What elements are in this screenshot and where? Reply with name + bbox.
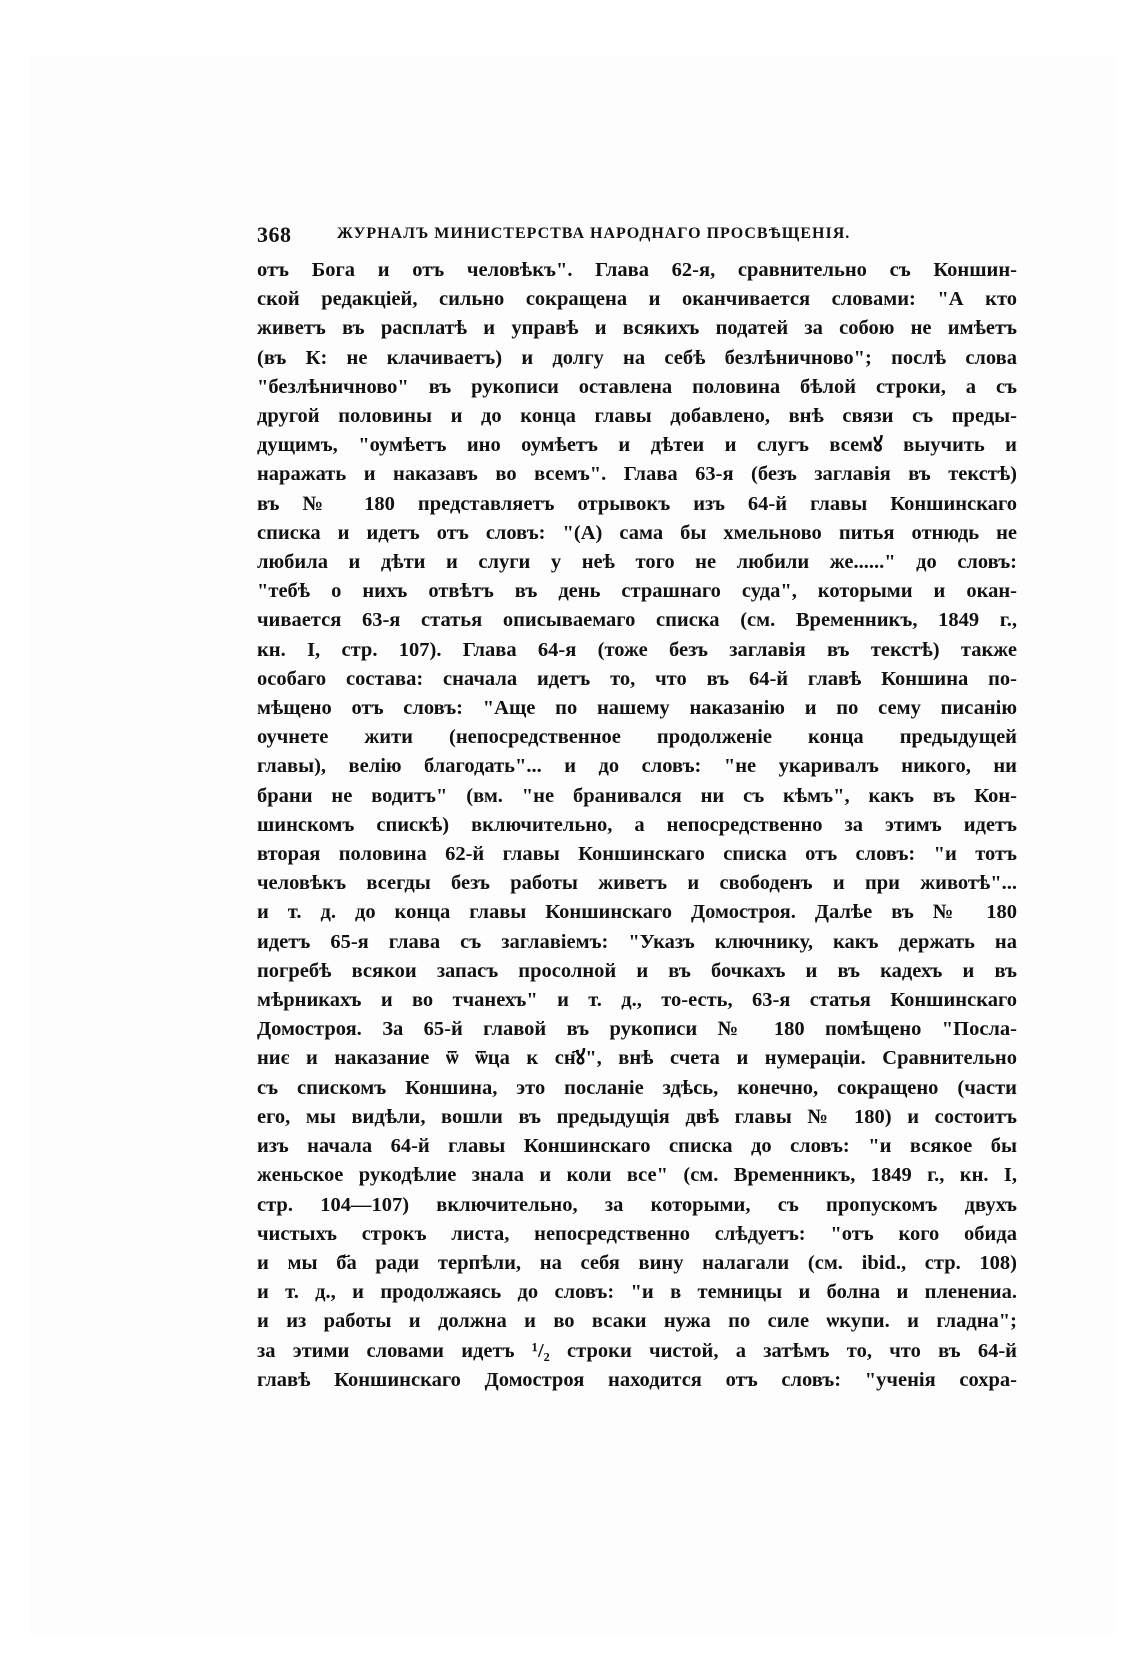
text-line: отъ Бога и отъ человѣкъ". Глава 62-я, сравнительно съ Коншин-: [257, 259, 1017, 281]
text-line: и из работы и должна и во всаки нужа по силе ѡкупи. и гладна";: [257, 1310, 1017, 1333]
text-line: "тебѣ о нихъ отвѣтъ въ день страшнаго суда", которыми и окан-: [257, 580, 1017, 603]
text-line: любила и дѣти и слуги у неѣ того не любили же......" до словъ:: [257, 551, 1017, 574]
text-line: оучнете жити (непосредственное продолженіе конца предыдущей: [257, 726, 1017, 749]
text-line: мѣрникахъ и во тчанехъ" и т. д., то-есть, 63-я статья Коншинскаго: [257, 989, 1017, 1012]
text-line: ской редакціей, сильно сокращена и оканчивается словами: "А кто: [257, 288, 1017, 311]
text-line: идетъ 65-я глава съ заглавіемъ: "Указъ ключнику, какъ держать на: [257, 930, 1017, 953]
text-line: живетъ въ расплатѣ и управѣ и всякихъ податей за собою не имѣетъ: [257, 317, 1017, 340]
text-line: и т. д., и продолжаясь до словъ: "и в темницы и болна и пленениа.: [257, 1281, 1017, 1304]
text-line: человѣкъ всегды безъ работы живетъ и свободенъ и при животѣ"...: [257, 872, 1017, 895]
text-line: мѣщено отъ словъ: "Аще по нашему наказанію и по сему писанію: [257, 697, 1017, 720]
text-line: вторая половина 62-й главы Коншинскаго списка отъ словъ: "и тотъ: [257, 843, 1017, 866]
text-line: съ спискомъ Коншина, это посланіе здѣсь, конечно, сокращено (части: [257, 1076, 1017, 1099]
body-text: [257, 256, 1017, 1395]
text-line: кн. I, стр. 107). Глава 64-я (тоже безъ заглавія въ текстѣ) также: [257, 638, 1017, 661]
text-line: "безлѣничново" въ рукописи оставлена половина бѣлой строки, а съ: [257, 375, 1017, 398]
text-line: изъ начала 64-й главы Коншинскаго списка до словъ: "и всякое бы: [257, 1135, 1017, 1158]
text-line: главѣ Коншинскаго Домостроя находится отъ словъ: "ученія сохра-: [257, 1368, 1017, 1391]
text-line: Домостроя. За 65-й главой въ рукописи № 180 помѣщено "Посла-: [257, 1018, 1017, 1041]
text-line: и т. д. до конца главы Коншинскаго Домостроя. Далѣе въ № 180: [257, 901, 1017, 924]
text-line: главы), велію благодать"... и до словъ: "не укаривалъ никого, ни: [257, 755, 1017, 778]
text-line: чивается 63-я статья описываемаго списка (см. Временникъ, 1849 г.,: [257, 609, 1017, 632]
text-line: чистыхъ строкъ листа, непосредственно слѣдуетъ: "отъ кого обида: [257, 1222, 1017, 1245]
text-line: погребѣ всякои запасъ просолной и въ бочкахъ и въ кадехъ и въ: [257, 959, 1017, 982]
text-line: особаго состава: сначала идетъ то, что въ 64-й главѣ Коншина по-: [257, 667, 1017, 690]
text-line: стр. 104—107) включительно, за которыми, съ пропускомъ двухъ: [257, 1193, 1017, 1216]
text-line: шинскомъ спискѣ) включительно, а непосредственно за этимъ идетъ: [257, 813, 1017, 836]
text-line: другой половины и до конца главы добавлено, внѣ связи съ преды-: [257, 405, 1017, 428]
text-line: его, мы видѣли, вошли въ предыдущія двѣ главы № 180) и состоитъ: [257, 1105, 1017, 1128]
text-line: въ № 180 представляетъ отрывокъ изъ 64-й главы Коншинскаго: [257, 492, 1017, 515]
text-line: брани не водитъ" (вм. "не бранивался ни съ кѣмъ", какъ въ Кон-: [257, 784, 1017, 807]
text-line: дущимъ, "оумѣетъ ино оумѣетъ и дѣтеи и слугъ всемꙋ выучить и: [257, 434, 1017, 457]
text-line: женьское рукодѣлие знала и коли все" (см. Временникъ, 1849 г., кн. I,: [257, 1164, 1017, 1187]
text-line: (въ К: не клачиваетъ) и долгу на себѣ безлѣничново"; послѣ слова: [257, 346, 1017, 369]
text-line: списка и идетъ отъ словъ: "(А) сама бы хмельново питья отнюдь не: [257, 521, 1017, 544]
text-line: за этими словами идетъ ¹/₂ строки чистой, а затѣмъ то, что въ 64-й: [257, 1339, 1017, 1362]
running-head: ЖУРНАЛЪ МИНИСТЕРСТВА НАРОДНАГО ПРОСВѢЩЕНІЯ.: [337, 225, 851, 242]
page-header: [257, 222, 1017, 250]
page-number: 368: [257, 222, 292, 247]
text-line: наражать и наказавъ во всемъ". Глава 63-я (безъ заглавія въ текстѣ): [257, 463, 1017, 486]
text-line: и мы б҃а ради терпѣли, на себя вину налагали (см. ibid., стр. 108): [257, 1251, 1017, 1274]
text-line: ниє и наказание ѿ ѿца к сн҃ꙋ", внѣ счета и нумераціи. Сравнительно: [257, 1047, 1017, 1070]
text-block: [257, 222, 1017, 1395]
